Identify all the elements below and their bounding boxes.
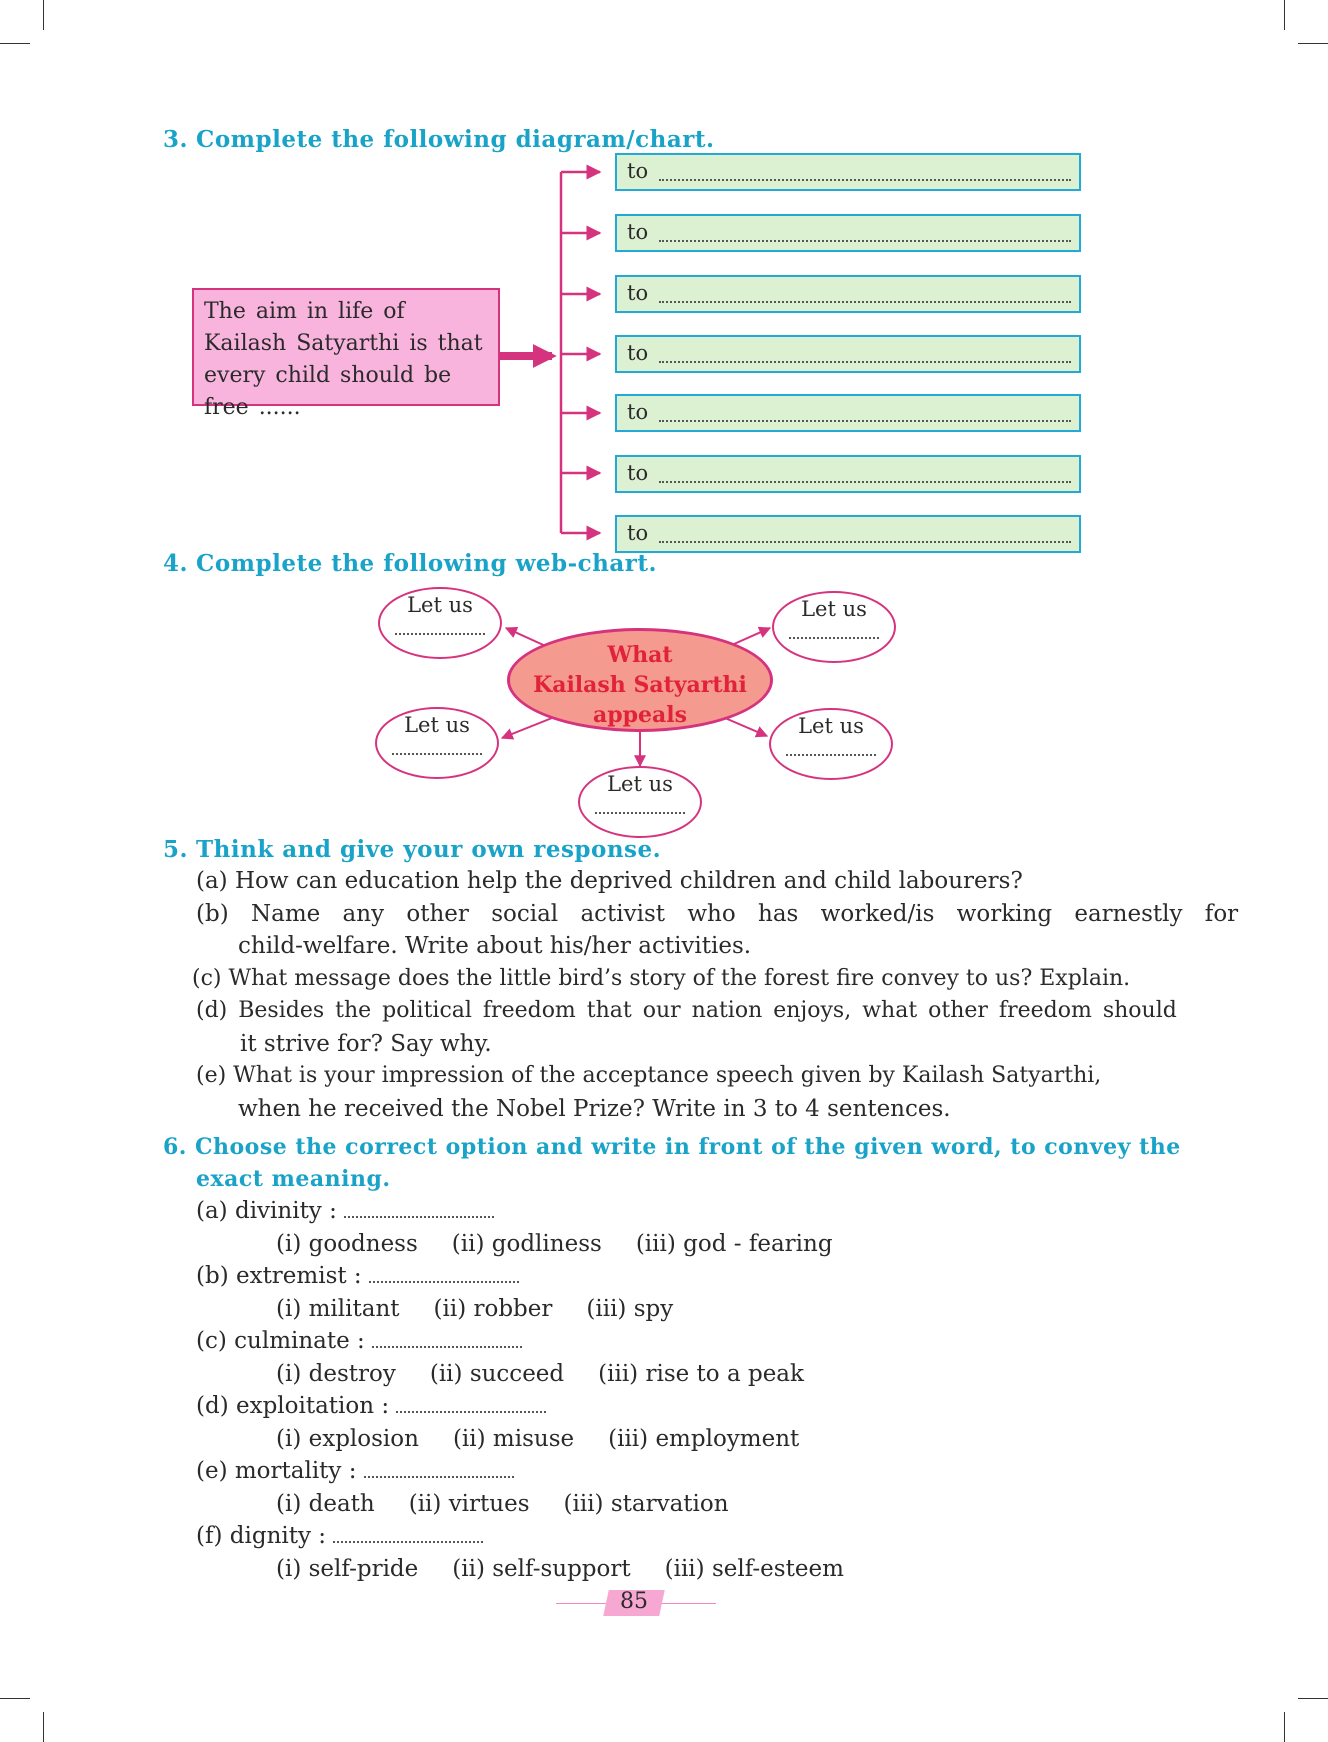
blank-box-5[interactable] xyxy=(615,394,1081,432)
center-line: What xyxy=(607,642,673,668)
q6-item-b xyxy=(196,1263,519,1289)
q6-word: (d) exploitation : xyxy=(196,1393,390,1419)
q6-word: (e) mortality : xyxy=(196,1458,357,1484)
answer-blank[interactable] xyxy=(364,1462,514,1478)
option[interactable]: (ii) succeed xyxy=(429,1361,565,1387)
crop-mark xyxy=(43,1712,44,1742)
crop-mark xyxy=(1284,1712,1285,1742)
q6-item-d xyxy=(196,1393,546,1419)
option[interactable]: (iii) self-esteem xyxy=(664,1556,844,1582)
q6-word: (b) extremist : xyxy=(196,1263,362,1289)
blank-box-1[interactable] xyxy=(615,153,1081,191)
aim-text: The aim in life of Kailash Satyarthi is that every child should be free ...... xyxy=(204,299,483,420)
q6-number: 6. xyxy=(163,1134,187,1160)
q5-line-c: (c) What message does the little bird’s story of the forest fire convey to us? Explain. xyxy=(192,966,1131,991)
to-label: to xyxy=(627,159,649,183)
q6-item-f xyxy=(196,1523,483,1549)
q6-item-a xyxy=(196,1198,494,1224)
web-oval-top-left[interactable] xyxy=(378,587,502,659)
blank-box-2[interactable] xyxy=(615,214,1081,252)
option[interactable]: (iii) starvation xyxy=(563,1491,729,1517)
q6-heading-text: Choose the correct option and write in front of the given word, to convey the xyxy=(194,1134,1181,1160)
q5-line-e: (e) What is your impression of the acceptance speech given by Kailash Satyarthi, xyxy=(196,1063,1102,1088)
answer-blank[interactable] xyxy=(369,1267,519,1283)
oval-label: Let us xyxy=(801,597,867,621)
q6-options-c xyxy=(276,1361,804,1387)
blank-box-6[interactable] xyxy=(615,455,1081,493)
q6-word: (c) culminate : xyxy=(196,1328,365,1354)
oval-label: Let us xyxy=(404,713,470,737)
to-label: to xyxy=(627,281,649,305)
to-label: to xyxy=(627,400,649,424)
q6-options-b xyxy=(276,1296,673,1322)
web-oval-bottom[interactable] xyxy=(578,766,702,838)
option[interactable]: (i) death xyxy=(276,1491,375,1517)
q6-word: (a) divinity : xyxy=(196,1198,337,1224)
option[interactable]: (iii) spy xyxy=(586,1296,674,1322)
q5-line-b-cont: child-welfare. Write about his/her activities. xyxy=(238,933,752,959)
q5-line-e-cont: when he received the Nobel Prize? Write in 3 to 4 sentences. xyxy=(238,1096,951,1122)
web-oval-bottom-right[interactable] xyxy=(769,708,893,780)
q6-options-f xyxy=(276,1556,844,1582)
q5-number: 5. xyxy=(163,836,189,863)
q3-number: 3. xyxy=(163,126,189,153)
q6-heading-cont: exact meaning. xyxy=(196,1166,391,1192)
option[interactable]: (i) self-pride xyxy=(276,1556,419,1582)
center-line: Kailash Satyarthi xyxy=(533,672,747,698)
option[interactable]: (iii) god - fearing xyxy=(635,1231,833,1257)
option[interactable]: (i) militant xyxy=(276,1296,400,1322)
web-oval-bottom-left[interactable] xyxy=(375,707,499,779)
q4-heading-text: Complete the following web-chart. xyxy=(196,550,658,577)
q4-heading xyxy=(163,550,657,577)
option[interactable]: (ii) robber xyxy=(433,1296,553,1322)
option[interactable]: (ii) virtues xyxy=(408,1491,530,1517)
blank-box-4[interactable] xyxy=(615,335,1081,373)
q3-heading-text: Complete the following diagram/chart. xyxy=(196,126,715,153)
q6-word: (f) dignity : xyxy=(196,1523,327,1549)
option[interactable]: (iii) rise to a peak xyxy=(598,1361,804,1387)
q6-heading xyxy=(163,1134,1181,1160)
q5-heading xyxy=(163,836,661,863)
blank-box-3[interactable] xyxy=(615,275,1081,313)
web-oval-top-right[interactable] xyxy=(772,591,896,663)
q6-options-d xyxy=(276,1426,799,1452)
q6-item-c xyxy=(196,1328,522,1354)
oval-label: Let us xyxy=(798,714,864,738)
q4-number: 4. xyxy=(163,550,189,577)
q5-line-d: (d) Besides the political freedom that our nation enjoys, what other freedom should xyxy=(196,998,1177,1023)
blank-box-7[interactable] xyxy=(615,515,1081,553)
crop-mark xyxy=(0,1698,30,1699)
answer-blank[interactable] xyxy=(344,1202,494,1218)
q6-options-e xyxy=(276,1491,729,1517)
q6-item-e xyxy=(196,1458,514,1484)
q5-heading-text: Think and give your own response. xyxy=(196,836,662,863)
q6-options-a xyxy=(276,1231,833,1257)
web-center-oval xyxy=(507,628,773,732)
oval-label: Let us xyxy=(407,593,473,617)
q5-line-d-cont: it strive for? Say why. xyxy=(240,1031,492,1057)
to-label: to xyxy=(627,220,649,244)
to-label: to xyxy=(627,341,649,365)
answer-blank[interactable] xyxy=(372,1332,522,1348)
option[interactable]: (i) goodness xyxy=(276,1231,418,1257)
q5-line-a: (a) How can education help the deprived children and child labourers? xyxy=(196,868,1023,894)
answer-blank[interactable] xyxy=(333,1527,483,1543)
option[interactable]: (i) destroy xyxy=(276,1361,396,1387)
crop-mark xyxy=(1298,1698,1328,1699)
to-label: to xyxy=(627,521,649,545)
option[interactable]: (ii) godliness xyxy=(451,1231,602,1257)
page-number: 85 xyxy=(620,1589,648,1614)
option[interactable]: (iii) employment xyxy=(608,1426,800,1452)
center-line: appeals xyxy=(592,702,687,728)
oval-label: Let us xyxy=(607,772,673,796)
option[interactable]: (ii) self-support xyxy=(452,1556,631,1582)
option[interactable]: (i) explosion xyxy=(276,1426,419,1452)
to-label: to xyxy=(627,461,649,485)
answer-blank[interactable] xyxy=(396,1397,546,1413)
q5-line-b: (b) Name any other social activist who has worked/is working earnestly for xyxy=(196,901,1239,927)
option[interactable]: (ii) misuse xyxy=(452,1426,575,1452)
